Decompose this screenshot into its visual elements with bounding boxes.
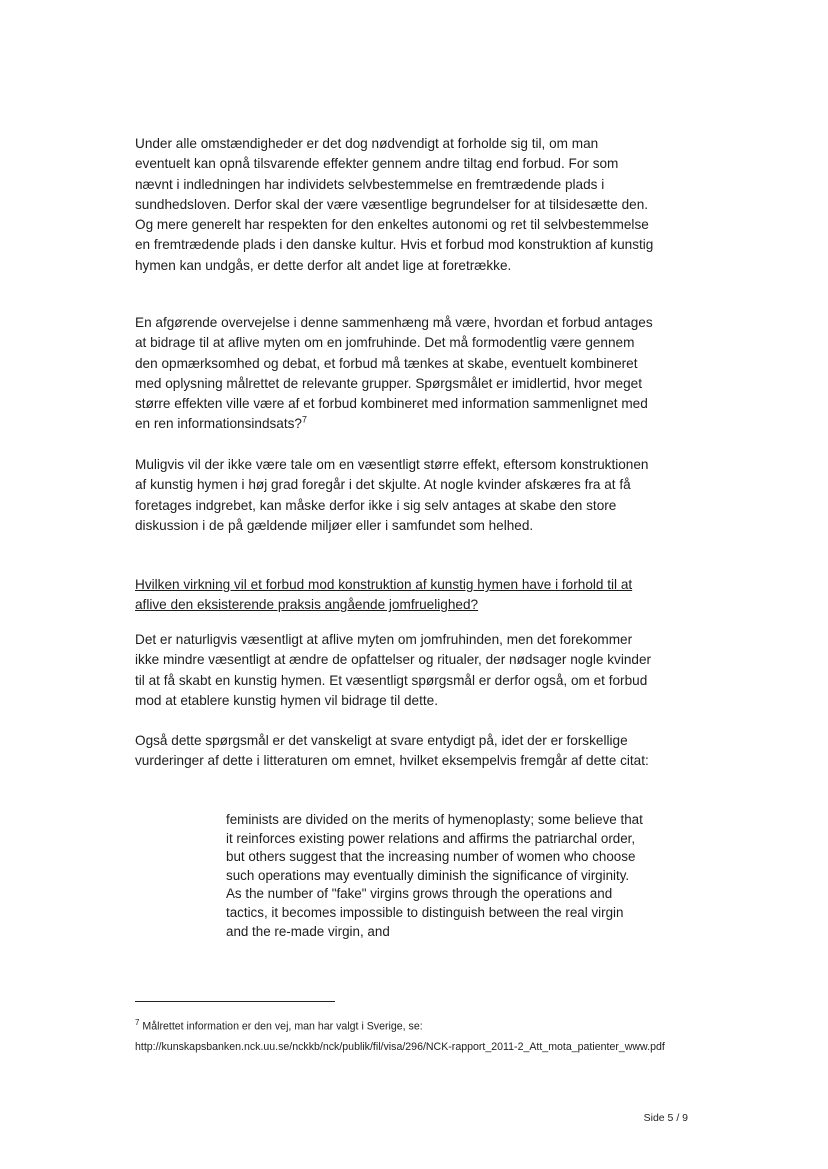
paragraph-rituals: Det er naturligvis væsentligt at aflive myten om jomfruhinden, men det forekommer ikke mindre væsentligt at ændre de opfattelser og ritualer, der nødsager nogle kvinder til at få skabt en kunstig hymen. Et væsentligt spørgsmål er derfor også, om et forbud mod at etablere kunstig hymen vil bidrage til dette. bbox=[135, 632, 652, 708]
paragraph-ban-effect-text: En afgørende overvejelse i denne sammenhæng må være, hvordan et forbud antages at bidrage til at aflive myten om en jomfruhinde. Det må formodentlig være gennem den opmærksomhed og debat, et forbud må tænkes at skabe, eventuelt kombineret med oplysning målrettet de relevante grupper. Spørgsmålet er imidlertid, hvor meget større effekten ville være af et forbud kombineret med information sammenlignet med en ren informationsindsats? bbox=[135, 315, 653, 432]
page-number: Side 5 / 9 bbox=[643, 1112, 688, 1124]
paragraph-autonomy: Under alle omstændigheder er det dog nødvendigt at forholde sig til, om man eventuelt kan opnå tilsvarende effekter gennem andre tiltag end forbud. For som nævnt i indledningen har individets selvbestemmelse en fremtrædende plads i sundhedsloven. Derfor skal der være væsentlige begrundelser for at tilsidesætte den. Og mere generelt har respekten for den enkeltes autonomi og ret til selvbestemmelse en fremtrædende plads i den danske kultur. Hvis et forbud mod konstruktion af kunstig hymen kan undgås, er dette derfor alt andet lige at foretrække. bbox=[135, 136, 654, 273]
paragraph-literature: Også dette spørgsmål er det vanskeligt at svare entydigt på, idet der er forskellige vurderinger af dette i litteraturen om emnet, hvilket eksempelvis fremgår af dette citat: bbox=[135, 733, 649, 769]
footnote-number: 7 bbox=[135, 1018, 140, 1027]
footnote-text: Målrettet information er den vej, man har valgt i Sverige, se: bbox=[142, 1020, 423, 1033]
paragraph-hidden-practice: Muligvis vil der ikke være tale om en væsentligt større effekt, eftersom konstruktionen af kunstig hymen i høj grad foregår i det skjulte. At nogle kvinder afskæres fra at få foretages indgrebet, kan måske derfor ikke i sig selv antages at skabe den store diskussion i de på gældende miljøer eller i samfundet som helhed. bbox=[135, 457, 649, 533]
footnote-divider bbox=[135, 1001, 335, 1002]
section-heading: Hvilken virkning vil et forbud mod konstruktion af kunstig hymen have i forhold til at aflive den eksisterende praksis angående jomfruelighed? bbox=[135, 577, 633, 613]
footnote bbox=[135, 1013, 695, 1057]
footnote-link[interactable]: http://kunskapsbanken.nck.uu.se/nckkb/nck/publik/fil/visa/296/NCK-rapport_2011-2_Att_mota_patienter_www.pdf bbox=[135, 1040, 665, 1053]
block-quote: feminists are divided on the merits of hymenoplasty; some believe that it reinforces existing power relations and affirms the patriarchal order, but others suggest that the increasing number of women who choose such operations may eventually diminish the significance of virginity. As the number of "fake" virgins grows through the operations and tactics, it becomes impossible to distinguish between the real virgin and the re-made virgin, and bbox=[226, 812, 643, 939]
paragraph-ban-effect bbox=[135, 313, 655, 435]
footnote-reference[interactable]: 7 bbox=[302, 414, 308, 425]
